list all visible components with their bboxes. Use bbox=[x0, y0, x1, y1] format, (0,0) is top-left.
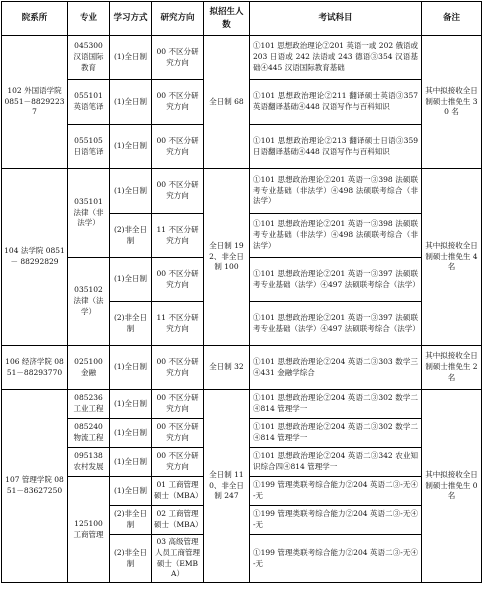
quota-cell: 全日制 32 bbox=[204, 346, 250, 390]
quota-cell: 全日制 192、非全日制 100 bbox=[204, 169, 250, 346]
exam-cell: ①101 思想政治理论②201 英语一③397 法硕联考专业基础（法学）④497 法硕联考综合（法学） bbox=[250, 258, 422, 302]
major-cell: 085236 工业工程 bbox=[68, 390, 110, 419]
exam-cell: ①199 管理类联考综合能力②204 英语二③-无④-无 bbox=[250, 535, 422, 583]
note-cell: 其中拟接收全日制硕士推免生 2 名 bbox=[422, 346, 482, 390]
mode-cell: (1)全日制 bbox=[110, 258, 152, 302]
header-direction: 研究方向 bbox=[152, 2, 204, 36]
header-dept: 院系所 bbox=[2, 2, 68, 36]
mode-cell: (1)全日制 bbox=[110, 169, 152, 214]
exam-cell: ①199 管理类联考综合能力②204 英语二③-无④-无 bbox=[250, 506, 422, 535]
dept-cell: 102 外国语学院 0851－88292237 bbox=[2, 36, 68, 169]
admissions-table bbox=[1, 1, 482, 583]
dept-cell: 107 管理学院 0851－83627250 bbox=[2, 390, 68, 583]
direction-cell: 00 不区分研究方向 bbox=[152, 125, 204, 169]
direction-cell: 01 工商管理硕士（MBA） bbox=[152, 477, 204, 506]
mode-cell: (1)全日制 bbox=[110, 80, 152, 125]
exam-cell: ①101 思想政治理论②201 英语一③397 法硕联考专业基础（法学）④497 法硕联考综合（法学） bbox=[250, 302, 422, 346]
direction-cell: 11 不区分研究方向 bbox=[152, 214, 204, 258]
direction-cell: 00 不区分研究方向 bbox=[152, 390, 204, 419]
note-cell: 其中拟接收全日制硕士推免生 0 名 bbox=[422, 390, 482, 583]
mode-cell: (2)非全日制 bbox=[110, 302, 152, 346]
quota-cell: 全日制 68 bbox=[204, 36, 250, 169]
quota-cell: 全日制 110、非全日制 247 bbox=[204, 390, 250, 583]
direction-cell: 00 不区分研究方向 bbox=[152, 448, 204, 477]
direction-cell: 00 不区分研究方向 bbox=[152, 258, 204, 302]
major-cell: 055101 英语笔译 bbox=[68, 80, 110, 125]
direction-cell: 00 不区分研究方向 bbox=[152, 80, 204, 125]
mode-cell: (1)全日制 bbox=[110, 36, 152, 80]
direction-cell: 03 高级管理人员工商管理硕士（EMBA） bbox=[152, 535, 204, 583]
major-cell: 095138 农村发展 bbox=[68, 448, 110, 477]
table-row bbox=[2, 346, 482, 390]
mode-cell: (1)全日制 bbox=[110, 125, 152, 169]
mode-cell: (1)全日制 bbox=[110, 346, 152, 390]
mode-cell: (1)全日制 bbox=[110, 477, 152, 506]
exam-cell: ①101 思想政治理论②204 英语二③303 数学三④431 金融学综合 bbox=[250, 346, 422, 390]
direction-cell: 00 不区分研究方向 bbox=[152, 346, 204, 390]
exam-cell: ①101 思想政治理论②201 英语一③398 法硕联考专业基础（非法学）④498 法硕联考综合（非法学） bbox=[250, 169, 422, 214]
major-cell: 125100 工商管理 bbox=[68, 477, 110, 583]
exam-cell: ①101 思想政治理论②204 英语二③302 数学二④814 管理学一 bbox=[250, 390, 422, 419]
header-exam: 考试科目 bbox=[250, 2, 422, 36]
direction-cell: 00 不区分研究方向 bbox=[152, 36, 204, 80]
exam-cell: ①101 思想政治理论②204 英语二③342 农业知识综合四④814 管理学一 bbox=[250, 448, 422, 477]
header-major: 专业 bbox=[68, 2, 110, 36]
header-mode: 学习方式 bbox=[110, 2, 152, 36]
table-row bbox=[2, 390, 482, 419]
major-cell: 035102 法律（法学） bbox=[68, 258, 110, 346]
note-cell: 其中拟接收全日制硕士推免生 4 名 bbox=[422, 169, 482, 346]
note-cell: 其中拟接收全日制硕士推免生 30 名 bbox=[422, 36, 482, 169]
direction-cell: 11 不区分研究方向 bbox=[152, 302, 204, 346]
dept-cell: 104 法学院 0851－ 88292829 bbox=[2, 169, 68, 346]
exam-cell: ①101 思想政治理论②213 翻译硕士日语③359 日语翻译基础④448 汉语写作与百科知识 bbox=[250, 125, 422, 169]
mode-cell: (1)全日制 bbox=[110, 419, 152, 448]
dept-cell: 106 经济学院 0851－88293770 bbox=[2, 346, 68, 390]
direction-cell: 02 工商管理硕士（MBA） bbox=[152, 506, 204, 535]
mode-cell: (1)全日制 bbox=[110, 448, 152, 477]
major-cell: 085240 物流工程 bbox=[68, 419, 110, 448]
exam-cell: ①199 管理类联考综合能力②204 英语二③-无④-无 bbox=[250, 477, 422, 506]
exam-cell: ①101 思想政治理论②201 英语一③398 法硕联考专业基础（非法学）④498 法硕联考综合（非法学） bbox=[250, 214, 422, 258]
header-quota: 拟招生人数 bbox=[204, 2, 250, 36]
major-cell: 035101 法律（非法学） bbox=[68, 169, 110, 258]
mode-cell: (2)非全日制 bbox=[110, 506, 152, 535]
major-cell: 025100 金融 bbox=[68, 346, 110, 390]
header-note: 备注 bbox=[422, 2, 482, 36]
table-row bbox=[2, 36, 482, 80]
major-cell: 055105 日语笔译 bbox=[68, 125, 110, 169]
direction-cell: 00 不区分研究方向 bbox=[152, 419, 204, 448]
exam-cell: ①101 思想政治理论②211 翻译硕士英语③357 英语翻译基础④448 汉语写作与百科知识 bbox=[250, 80, 422, 125]
direction-cell: 00 不区分研究方向 bbox=[152, 169, 204, 214]
mode-cell: (2)非全日制 bbox=[110, 535, 152, 583]
major-cell: 045300 汉语国际教育 bbox=[68, 36, 110, 80]
header-row bbox=[2, 2, 482, 36]
table-row bbox=[2, 169, 482, 214]
exam-cell: ①101 思想政治理论②201 英语一或 202 俄语或 203 日语或 242 法语或 243 德语③354 汉语基础④445 汉语国际教育基础 bbox=[250, 36, 422, 80]
mode-cell: (1)全日制 bbox=[110, 390, 152, 419]
exam-cell: ①101 思想政治理论②204 英语二③302 数学二④814 管理学一 bbox=[250, 419, 422, 448]
mode-cell: (2)非全日制 bbox=[110, 214, 152, 258]
